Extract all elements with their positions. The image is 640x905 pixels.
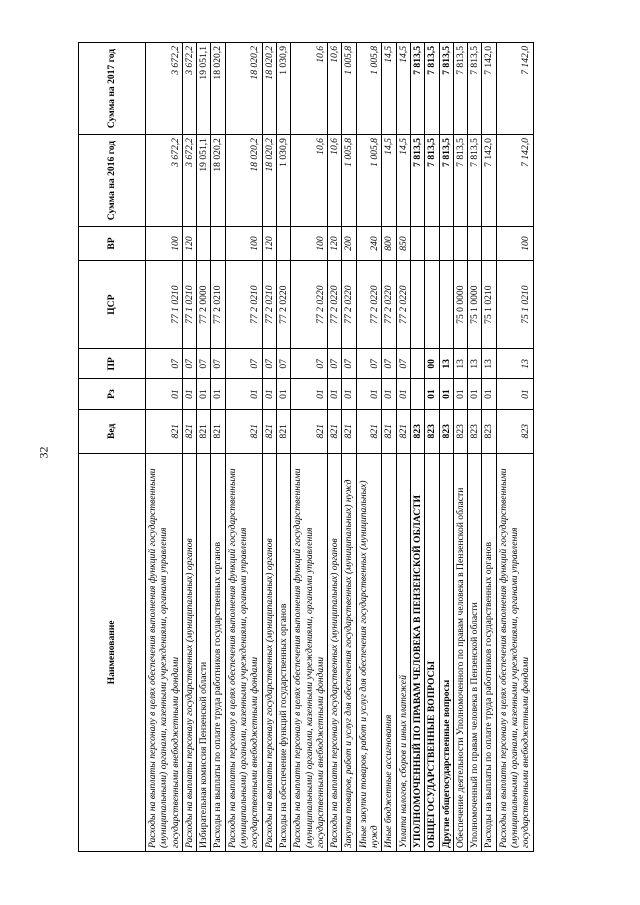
cell-vr: 120 [328, 227, 342, 261]
table-row [146, 43, 183, 852]
table-row [276, 43, 290, 852]
cell-rz: 01 [182, 379, 196, 409]
cell-name: Обеспечение деятельности Уполномоченного по правам человека в Пензенской области [453, 453, 467, 851]
cell-ved: 823 [453, 409, 467, 453]
cell-rz: 01 [225, 379, 262, 409]
cell-ved: 823 [425, 409, 439, 453]
cell-sum-2017: 18 020,2 [211, 43, 225, 135]
cell-pr: 07 [182, 349, 196, 379]
table-row [410, 43, 424, 852]
cell-rz: 01 [382, 379, 396, 409]
table-row [328, 43, 342, 852]
header-vr: ВР [79, 227, 146, 261]
cell-ved: 821 [262, 409, 276, 453]
cell-pr: 07 [356, 349, 382, 379]
cell-sum-2016: 7 142,0 [482, 135, 496, 227]
cell-ved: 821 [182, 409, 196, 453]
cell-ved: 821 [197, 409, 211, 453]
cell-name: Уплата налогов, сборов и иных платежей [396, 453, 410, 851]
cell-sum-2016: 18 020,2 [225, 135, 262, 227]
cell-sum-2017: 10,6 [291, 43, 328, 135]
cell-pr: 07 [211, 349, 225, 379]
cell-name: Иные бюджетные ассигнования [382, 453, 396, 851]
cell-sum-2016: 14,5 [382, 135, 396, 227]
cell-ved: 821 [225, 409, 262, 453]
cell-vr: 240 [356, 227, 382, 261]
cell-vr: 120 [262, 227, 276, 261]
cell-sum-2017: 7 813,5 [439, 43, 453, 135]
cell-sum-2016: 7 142,0 [496, 135, 533, 227]
table-row [439, 43, 453, 852]
cell-name: Расходы на выплаты персоналу в целях обеспечения выполнения функций государственными (муниципальными) органами, казенными учреждениями, органами управления государственными внебюджетными фондами [291, 453, 328, 851]
cell-sum-2017: 14,5 [382, 43, 396, 135]
cell-sum-2016: 3 672,2 [146, 135, 183, 227]
cell-vr: 100 [146, 227, 183, 261]
cell-rz: 01 [276, 379, 290, 409]
cell-ved: 823 [439, 409, 453, 453]
cell-rz: 01 [425, 379, 439, 409]
cell-rz: 01 [482, 379, 496, 409]
cell-sum-2016: 19 051,1 [197, 135, 211, 227]
cell-ved: 821 [211, 409, 225, 453]
cell-ved: 821 [328, 409, 342, 453]
cell-rz: 01 [328, 379, 342, 409]
cell-vr [276, 227, 290, 261]
cell-sum-2017: 18 020,2 [225, 43, 262, 135]
table-row [356, 43, 382, 852]
cell-sum-2017: 1 030,9 [276, 43, 290, 135]
cell-ved: 823 [482, 409, 496, 453]
cell-name: Расходы на выплаты персоналу в целях обеспечения выполнения функций государственными (муниципальными) органами, казенными учреждениями, органами управления государственными внебюджетными фондами [225, 453, 262, 851]
budget-table [78, 42, 534, 852]
cell-sum-2016: 10,6 [328, 135, 342, 227]
table-row [225, 43, 262, 852]
cell-vr [439, 227, 453, 261]
cell-vr: 850 [396, 227, 410, 261]
cell-pr: 00 [425, 349, 439, 379]
cell-csr [425, 261, 439, 349]
cell-rz: 01 [342, 379, 356, 409]
cell-pr: 13 [439, 349, 453, 379]
cell-vr: 100 [291, 227, 328, 261]
table-row [396, 43, 410, 852]
page-number-text: 32 [36, 446, 51, 458]
cell-csr [439, 261, 453, 349]
cell-csr: 77 2 0210 [262, 261, 276, 349]
cell-csr: 77 2 0220 [356, 261, 382, 349]
header-csr: ЦСР [79, 261, 146, 349]
cell-sum-2016: 1 005,8 [356, 135, 382, 227]
table-row [197, 43, 211, 852]
cell-rz: 01 [396, 379, 410, 409]
cell-csr: 77 2 0220 [291, 261, 328, 349]
cell-pr: 13 [482, 349, 496, 379]
cell-sum-2016: 7 813,5 [439, 135, 453, 227]
cell-sum-2017: 7 813,5 [425, 43, 439, 135]
cell-vr: 100 [225, 227, 262, 261]
cell-sum-2017: 7 813,5 [410, 43, 424, 135]
cell-csr: 75 0 0000 [453, 261, 467, 349]
cell-rz: 01 [453, 379, 467, 409]
cell-sum-2017: 3 672,2 [182, 43, 196, 135]
cell-rz: 01 [496, 379, 533, 409]
cell-vr: 100 [496, 227, 533, 261]
cell-rz [410, 379, 424, 409]
cell-ved: 821 [276, 409, 290, 453]
cell-ved: 821 [342, 409, 356, 453]
cell-pr: 07 [328, 349, 342, 379]
cell-vr [197, 227, 211, 261]
cell-sum-2017: 14,5 [396, 43, 410, 135]
cell-sum-2017: 10,6 [328, 43, 342, 135]
cell-csr: 77 2 0220 [328, 261, 342, 349]
cell-name: Расходы на выплаты персоналу в целях обеспечения выполнения функций государственными (муниципальными) органами, казенными учреждениями, органами управления государственными внебюджетными фондами [496, 453, 533, 851]
header-pr: ПР [79, 349, 146, 379]
cell-ved: 821 [146, 409, 183, 453]
cell-sum-2016: 1 005,8 [342, 135, 356, 227]
cell-pr: 07 [396, 349, 410, 379]
cell-name: Избирательная комиссия Пензенской области [197, 453, 211, 851]
cell-ved: 821 [396, 409, 410, 453]
cell-ved: 823 [410, 409, 424, 453]
cell-vr: 200 [342, 227, 356, 261]
table-row [342, 43, 356, 852]
cell-rz: 01 [468, 379, 482, 409]
table-row [453, 43, 467, 852]
header-rz: Рз [79, 379, 146, 409]
cell-csr: 77 1 0210 [146, 261, 183, 349]
table-row [382, 43, 396, 852]
table-row [182, 43, 196, 852]
cell-csr: 77 1 0210 [182, 261, 196, 349]
cell-sum-2016: 7 813,5 [453, 135, 467, 227]
cell-sum-2016: 3 672,2 [182, 135, 196, 227]
cell-csr: 77 2 0210 [211, 261, 225, 349]
cell-vr [410, 227, 424, 261]
cell-vr [482, 227, 496, 261]
cell-name: УПОЛНОМОЧЕННЫЙ ПО ПРАВАМ ЧЕЛОВЕКА В ПЕНЗЕНСКОЙ ОБЛАСТИ [410, 453, 424, 851]
cell-pr: 07 [225, 349, 262, 379]
cell-vr [425, 227, 439, 261]
cell-pr: 07 [291, 349, 328, 379]
cell-csr: 75 1 0000 [468, 261, 482, 349]
cell-csr: 77 2 0220 [342, 261, 356, 349]
header-name: Наименование [79, 453, 146, 851]
cell-pr [410, 349, 424, 379]
cell-name: Расходы на обеспечение функций государственных органов [276, 453, 290, 851]
cell-pr: 07 [342, 349, 356, 379]
cell-ved: 821 [356, 409, 382, 453]
header-sum-2017: Сумма на 2017 год [79, 43, 146, 135]
cell-csr: 75 1 0210 [496, 261, 533, 349]
cell-name: Другие общегосударственные вопросы [439, 453, 453, 851]
cell-name: ОБЩЕГОСУДАРСТВЕННЫЕ ВОПРОСЫ [425, 453, 439, 851]
table-row [482, 43, 496, 852]
cell-sum-2017: 1 005,8 [356, 43, 382, 135]
cell-name: Иные закупки товаров, работ и услуг для обеспечения государственных (муниципальных) нужд [356, 453, 382, 851]
cell-rz: 01 [262, 379, 276, 409]
cell-pr: 13 [453, 349, 467, 379]
cell-sum-2017: 19 051,1 [197, 43, 211, 135]
cell-vr [468, 227, 482, 261]
cell-name: Расходы на выплаты персоналу государственных (муниципальных) органов [262, 453, 276, 851]
cell-sum-2016: 1 030,9 [276, 135, 290, 227]
cell-rz: 01 [439, 379, 453, 409]
cell-csr: 77 2 0220 [382, 261, 396, 349]
cell-vr: 120 [182, 227, 196, 261]
cell-rz: 01 [211, 379, 225, 409]
page-number [34, 432, 54, 472]
cell-vr [211, 227, 225, 261]
cell-rz: 01 [146, 379, 183, 409]
cell-name: Закупка товаров, работ и услуг для обеспечения государственных (муниципальных) нужд [342, 453, 356, 851]
table-row [496, 43, 533, 852]
cell-sum-2016: 10,6 [291, 135, 328, 227]
cell-sum-2016: 18 020,2 [262, 135, 276, 227]
cell-sum-2016: 14,5 [396, 135, 410, 227]
cell-csr: 77 2 0220 [276, 261, 290, 349]
cell-ved: 821 [291, 409, 328, 453]
cell-name: Расходы на выплаты персоналу государственных (муниципальных) органов [182, 453, 196, 851]
cell-sum-2017: 7 142,0 [482, 43, 496, 135]
cell-pr: 07 [382, 349, 396, 379]
cell-sum-2017: 3 672,2 [146, 43, 183, 135]
cell-csr: 77 2 0210 [225, 261, 262, 349]
table-body [146, 43, 534, 852]
cell-sum-2017: 7 813,5 [468, 43, 482, 135]
cell-sum-2017: 1 005,8 [342, 43, 356, 135]
cell-name: Расходы на выплаты по оплате труда работников государственных органов [482, 453, 496, 851]
cell-ved: 823 [496, 409, 533, 453]
table-row [425, 43, 439, 852]
cell-pr: 07 [146, 349, 183, 379]
cell-pr: 07 [276, 349, 290, 379]
table-row [262, 43, 276, 852]
cell-name: Расходы на выплаты по оплате труда работников государственных органов [211, 453, 225, 851]
cell-rz: 01 [356, 379, 382, 409]
cell-ved: 821 [382, 409, 396, 453]
cell-sum-2016: 18 020,2 [211, 135, 225, 227]
cell-sum-2017: 7 142,0 [496, 43, 533, 135]
cell-csr: 77 2 0220 [396, 261, 410, 349]
table-row [211, 43, 225, 852]
cell-vr [453, 227, 467, 261]
cell-sum-2016: 7 813,5 [425, 135, 439, 227]
table-header-row [79, 43, 146, 852]
cell-csr: 75 1 0210 [482, 261, 496, 349]
cell-ved: 823 [468, 409, 482, 453]
cell-pr: 13 [496, 349, 533, 379]
cell-sum-2017: 7 813,5 [453, 43, 467, 135]
budget-table-container [78, 42, 578, 852]
cell-pr: 07 [197, 349, 211, 379]
cell-pr: 07 [262, 349, 276, 379]
cell-sum-2016: 7 813,5 [410, 135, 424, 227]
cell-csr [410, 261, 424, 349]
header-sum-2016: Сумма на 2016 год [79, 135, 146, 227]
cell-vr: 800 [382, 227, 396, 261]
table-row [468, 43, 482, 852]
cell-sum-2017: 18 020,2 [262, 43, 276, 135]
cell-sum-2016: 7 813,5 [468, 135, 482, 227]
cell-pr: 13 [468, 349, 482, 379]
table-row [291, 43, 328, 852]
cell-name: Расходы на выплаты персоналу государственных (муниципальных) органов [328, 453, 342, 851]
cell-name: Расходы на выплаты персоналу в целях обеспечения выполнения функций государственными (муниципальными) органами, казенными учреждениями, органами управления государственными внебюджетными фондами [146, 453, 183, 851]
cell-rz: 01 [197, 379, 211, 409]
header-ved: Вед [79, 409, 146, 453]
cell-csr: 77 2 0000 [197, 261, 211, 349]
cell-rz: 01 [291, 379, 328, 409]
cell-name: Уполномоченный по правам человека в Пензенской области [468, 453, 482, 851]
